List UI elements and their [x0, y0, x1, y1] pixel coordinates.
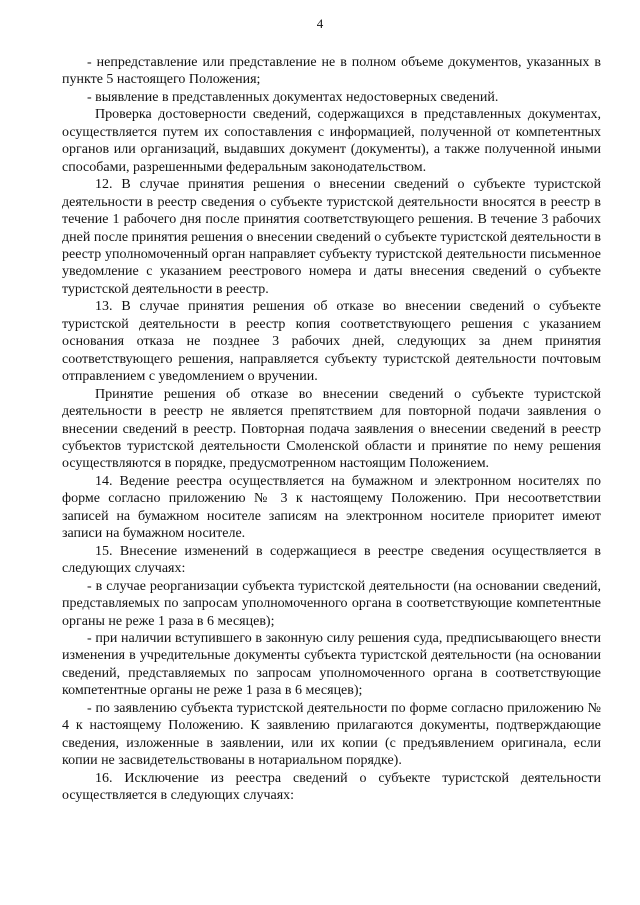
paragraph-clause-16: 16. Исключение из реестра сведений о субъекте туристской деятельности осуществляется в следующих случаях: [62, 770, 601, 804]
paragraph-reorganization: - в случае реорганизации субъекта туристской деятельности (на основании сведений, представляемых по запросам уполномоченного органа в соответствующие компетентные органы не реже 1 раза в 6 месяцев); [62, 578, 601, 629]
paragraph-missing-documents: - непредставление или представление не в полном объеме документов, указанных в пункте 5 настоящего Положения; [62, 55, 601, 88]
paragraph-clause-13: 13. В случае принятия решения об отказе во внесении сведений о субъекте туристской деятельности в реестр копия соответствующего решения с указанием основания отказа не позднее 3 рабочих дней, следующих за днем принятия соответствующего решения, направляется субъекту туристской деятельности почтовым отправлением с уведомлением о вручении. [62, 299, 601, 385]
paragraph-refusal-note: Принятие решения об отказе во внесении сведений о субъекте туристской деятельности в реестр не является препятствием для повторной подачи заявления о внесении сведений в реестр. Повторная подача заявления о внесении сведений в реестр субъектов туристской деятельности Смоленской области и принятие по нему решения осуществляются в порядке, предусмотренном настоящим Положением. [62, 386, 601, 472]
paragraph-unreliable-information: - выявление в представленных документах недостоверных сведений. [87, 89, 499, 105]
paragraph-clause-12: 12. В случае принятия решения о внесении сведений о субъекте туристской деятельности в реестр сведения о субъекте туристской деятельности вносятся в реестр в течение 1 рабочего дня после принятия соответствующего решения. В течение 3 рабочих дней после принятия решения о внесении сведений о субъекте туристской деятельности в реестр уполномоченный орган направляет субъекту туристской деятельности письменное уведомление с указанием реестрового номера и даты внесения сведений о субъекте туристской деятельности в реестр. [62, 177, 601, 297]
paragraph-clause-14: 14. Ведение реестра осуществляется на бумажном и электронном носителях по форме согласно приложению № 3 к настоящему Положению. При несоответствии записей на бумажном носителе записям на электронном носителе приоритет имеют записи на бумажном носителе. [62, 473, 601, 542]
document-body [62, 54, 601, 804]
page-number: 4 [316, 16, 324, 31]
paragraph-court-decision: - при наличии вступившего в законную силу решения суда, предписывающего внести изменения в учредительные документы субъекта туристской деятельности (на основании сведений, представляемых по запросам уполномоченного органа в соответствующие компетентные органы не реже 1 раза в 6 месяцев); [62, 630, 601, 699]
paragraph-clause-15: 15. Внесение изменений в содержащиеся в реестре сведения осуществляется в следующих случаях: [62, 543, 601, 577]
paragraph-verification: Проверка достоверности сведений, содержащихся в представленных документах, осуществляется путем их сопоставления с информацией, полученной от компетентных органов или организаций, выдавших документ (документы), а также полученной иными способами, разрешенными федеральным законодательством. [62, 107, 601, 175]
paragraph-application: - по заявлению субъекта туристской деятельности по форме согласно приложению № 4 к настоящему Положению. К заявлению прилагаются документы, подтверждающие сведения, изложенные в заявлении, или их копии (с предъявлением оригинала, если копии не засвидетельствованы в нотариальном порядке). [62, 700, 601, 769]
